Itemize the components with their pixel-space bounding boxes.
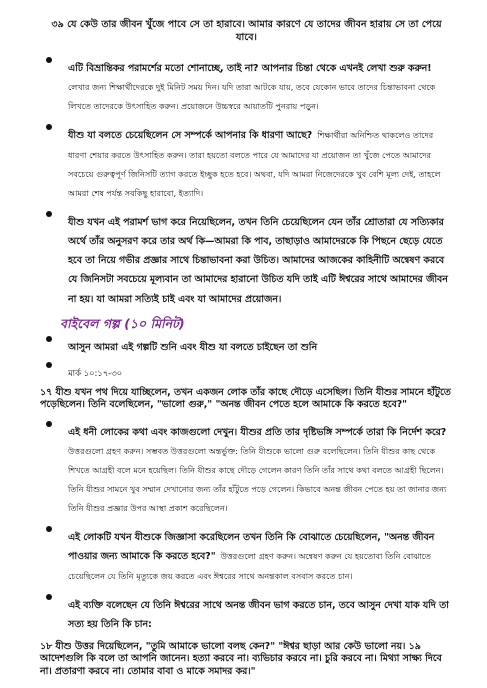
list-item bbox=[40, 123, 453, 199]
bullet-icon bbox=[46, 336, 52, 342]
list-item bbox=[40, 420, 453, 515]
guidance-text: উত্তরগুলো গ্রহণ করুন। অন্বেষণ করুন যে হয়তোবা তিনি বোঝাতে চেয়েছিলেন যে তিনি মৃত্যুকে জয় করতে এবং ঈশ্বরের সাথে অনন্তকাল বসবাস করতে চান। bbox=[68, 551, 431, 581]
list-item bbox=[40, 335, 453, 355]
scripture-passage: ১৮ যীশু উত্তর দিয়েছিলেন, "তুমি আমাকে ভালো বলছ কেন?" "ঈশ্বর ছাড়া আর কেউ ভালো নয়। ১৯ আদেশগুলি কি বলে তা আপনি জানেন। হত্যা করবে না। ব্যভিচার করবে না। চুরি করবে না। মিথ্যা সাক্ষ্য দিবে না। প্রতারণা করবে না। তোমার বাবা ও মাকে সমাদর কর।" bbox=[40, 641, 442, 677]
question-text: এটি বিভ্রান্তিকর পরামর্শের মতো শোনাচ্ছে, তাই না? আপনার চিন্তা থেকে এখনই লেখা শুরু করুন! bbox=[68, 63, 432, 74]
list-item bbox=[40, 525, 453, 583]
question-text: এই ধনী লোকের কথা এবং কাজগুলো দেখুন। যীশুর প্রতি তার দৃষ্টিভঙ্গি সম্পর্কে তারা কি নির্দেশ করে? bbox=[68, 426, 447, 438]
guidance-text: শিক্ষার্থীরা অনিশ্চিত থাকলেও তাদের ধারণা শেয়ার করতে উৎসাহিত করুন। তারা হয়তো বলতে পারে যে আমাদের যা প্রয়োজন তা খুঁজে পেতে আমাদের সবচেয়ে গুরুত্বপূর্ণ জিনিসটি ত্যাগ করতে ইচ্ছুক হতে হবে। অথবা, যদি আমরা নিজেদেরকে খুব বেশি মূল্য দেই, তাহলে আমরা শেষ পর্যন্ত সবকিছু হারাবো, ইত্যাদি। bbox=[68, 130, 441, 198]
guidance-text: উত্তরগুলো গ্রহণ করুন। সম্ভবত উত্তরগুলো অন্তর্ভুক্ত: তিনি যীশুকে ভালো গুরু বলেছিলেন। তিনি যীশুর কাছ থেকে শিখতে আগ্রহী বলে মনে হয়েছিল। তিনি যীশুর কাছে দৌড়ে গেলেন কারণ তিনি তাঁর সাথে কথা বলতে আগ্রহী ছিলেন। তিনি যীশুর সামনে খুব সম্মান দেখানোর জন্য তাঁর হাঁটুতে পড়ে গেলেন। কিভাবে অনন্ত জীবন পেতে হয় তা জানার জন্য তিনি যীশুর প্রজ্ঞার উপর আস্থা প্রকাশ করেছিলেন। bbox=[68, 445, 447, 513]
guidance-text: লেখার জন্য শিক্ষার্থীদেরকে দুই মিনিট সময় দিন। যদি তারা আটকে যায়, তবে যেকোন ভাবে তাদের চিন্তাভাবনা থেকে লিখতে তাদেরকে উৎসাহিত করুন। প্রয়োজনে উচ্চস্বরে আয়াতটি পুনরায় পড়ুন। bbox=[68, 82, 436, 112]
bullet-icon bbox=[46, 362, 52, 368]
instruction-text: আসুন আমরা এই গল্পটি শুনি এবং যীশু যা বলতে চাইছেন তা শুনি bbox=[68, 342, 318, 354]
bullet-icon bbox=[46, 211, 52, 217]
bullet-icon bbox=[46, 57, 52, 63]
scripture-reference: মার্ক ১০:১৭-৩০ bbox=[68, 368, 123, 379]
discussion-list-top bbox=[40, 56, 453, 306]
question-text: এই ব্যক্তি বলেছেন যে তিনি ঈশ্বরের সাথে অনন্ত জীবন ভাগ করতে চান, তবে আসুন দেখা যাক যদি তা সত্য হয় তিনি কি চান: bbox=[68, 599, 449, 630]
discussion-list-bottom bbox=[40, 420, 453, 631]
bullet-icon bbox=[46, 526, 52, 532]
bullet-icon bbox=[46, 124, 52, 130]
bullet-icon bbox=[46, 594, 52, 600]
list-item bbox=[40, 210, 453, 306]
bullet-icon bbox=[46, 421, 52, 427]
list-item bbox=[40, 593, 453, 632]
question-text: যীশু যখন এই পরামর্শ ভাগ করে নিয়েছিলেন, তখন তিনি চেয়েছিলেন যেন তাঁর শ্রোতারা যে সত্যিকার অর্থে তাঁর অনুসরণ করে তার অর্থ কি—আমরা কি পাব, তাছাড়াও আমাদেরকে কি পিছনে ছেড়ে যেতে হবে তা নিয়ে গভীর প্রজ্ঞার সাথে চিন্তাভাবনা করা উচিত। আমাদের আজকের কাহিনীটি অন্বেষণ করবে যে জিনিসটা সবচেয়ে মূল্যবান তা আমাদের হারানো উচিত যদি তাই এটি ঈশ্বরের সাথে আমাদের জীবন না হয়। যা আমরা সত্যিই চাই এবং যা আমাদের প্রয়োজন। bbox=[68, 216, 448, 305]
list-item bbox=[40, 56, 453, 113]
question-text: এই লোকটি যখন যীশুকে জিজ্ঞাসা করেছিলেন তখন তিনি কি বোঝাতে চেয়েছিলেন, "অনন্ত জীবন পাওয়ার জন্য আমাকে কি করতে হবে?" bbox=[68, 531, 435, 563]
scripture-passage: ১৭ যীশু যখন পথ দিয়ে যাচ্ছিলেন, তখন একজন লোক তাঁর কাছে দৌড়ে এসেছিল। তিনি যীশুর সামনে হাঁটুতে পড়েছিলেন। তিনি বলেছিলেন, "ভালো গুরু," "অনন্ত জীবন পেতে হলে আমাকে কি করতে হবে?" bbox=[40, 387, 451, 411]
section-heading: বাইবেল গল্প (১০ মিনিট) bbox=[60, 316, 185, 332]
question-text: যীশু যা বলতে চেয়েছিলেন সে সম্পর্কে আপনার কি ধারণা আছে? bbox=[68, 130, 313, 142]
intro-quote: ৩৯ যে কেউ তার জীবন খুঁজে পাবে সে তা হারাবে। আমার কারণে যে তাদের জীবন হারায় সে তা পেয়ে যাবে। bbox=[51, 19, 442, 43]
discussion-list-mid bbox=[40, 335, 453, 381]
list-item bbox=[40, 361, 453, 381]
